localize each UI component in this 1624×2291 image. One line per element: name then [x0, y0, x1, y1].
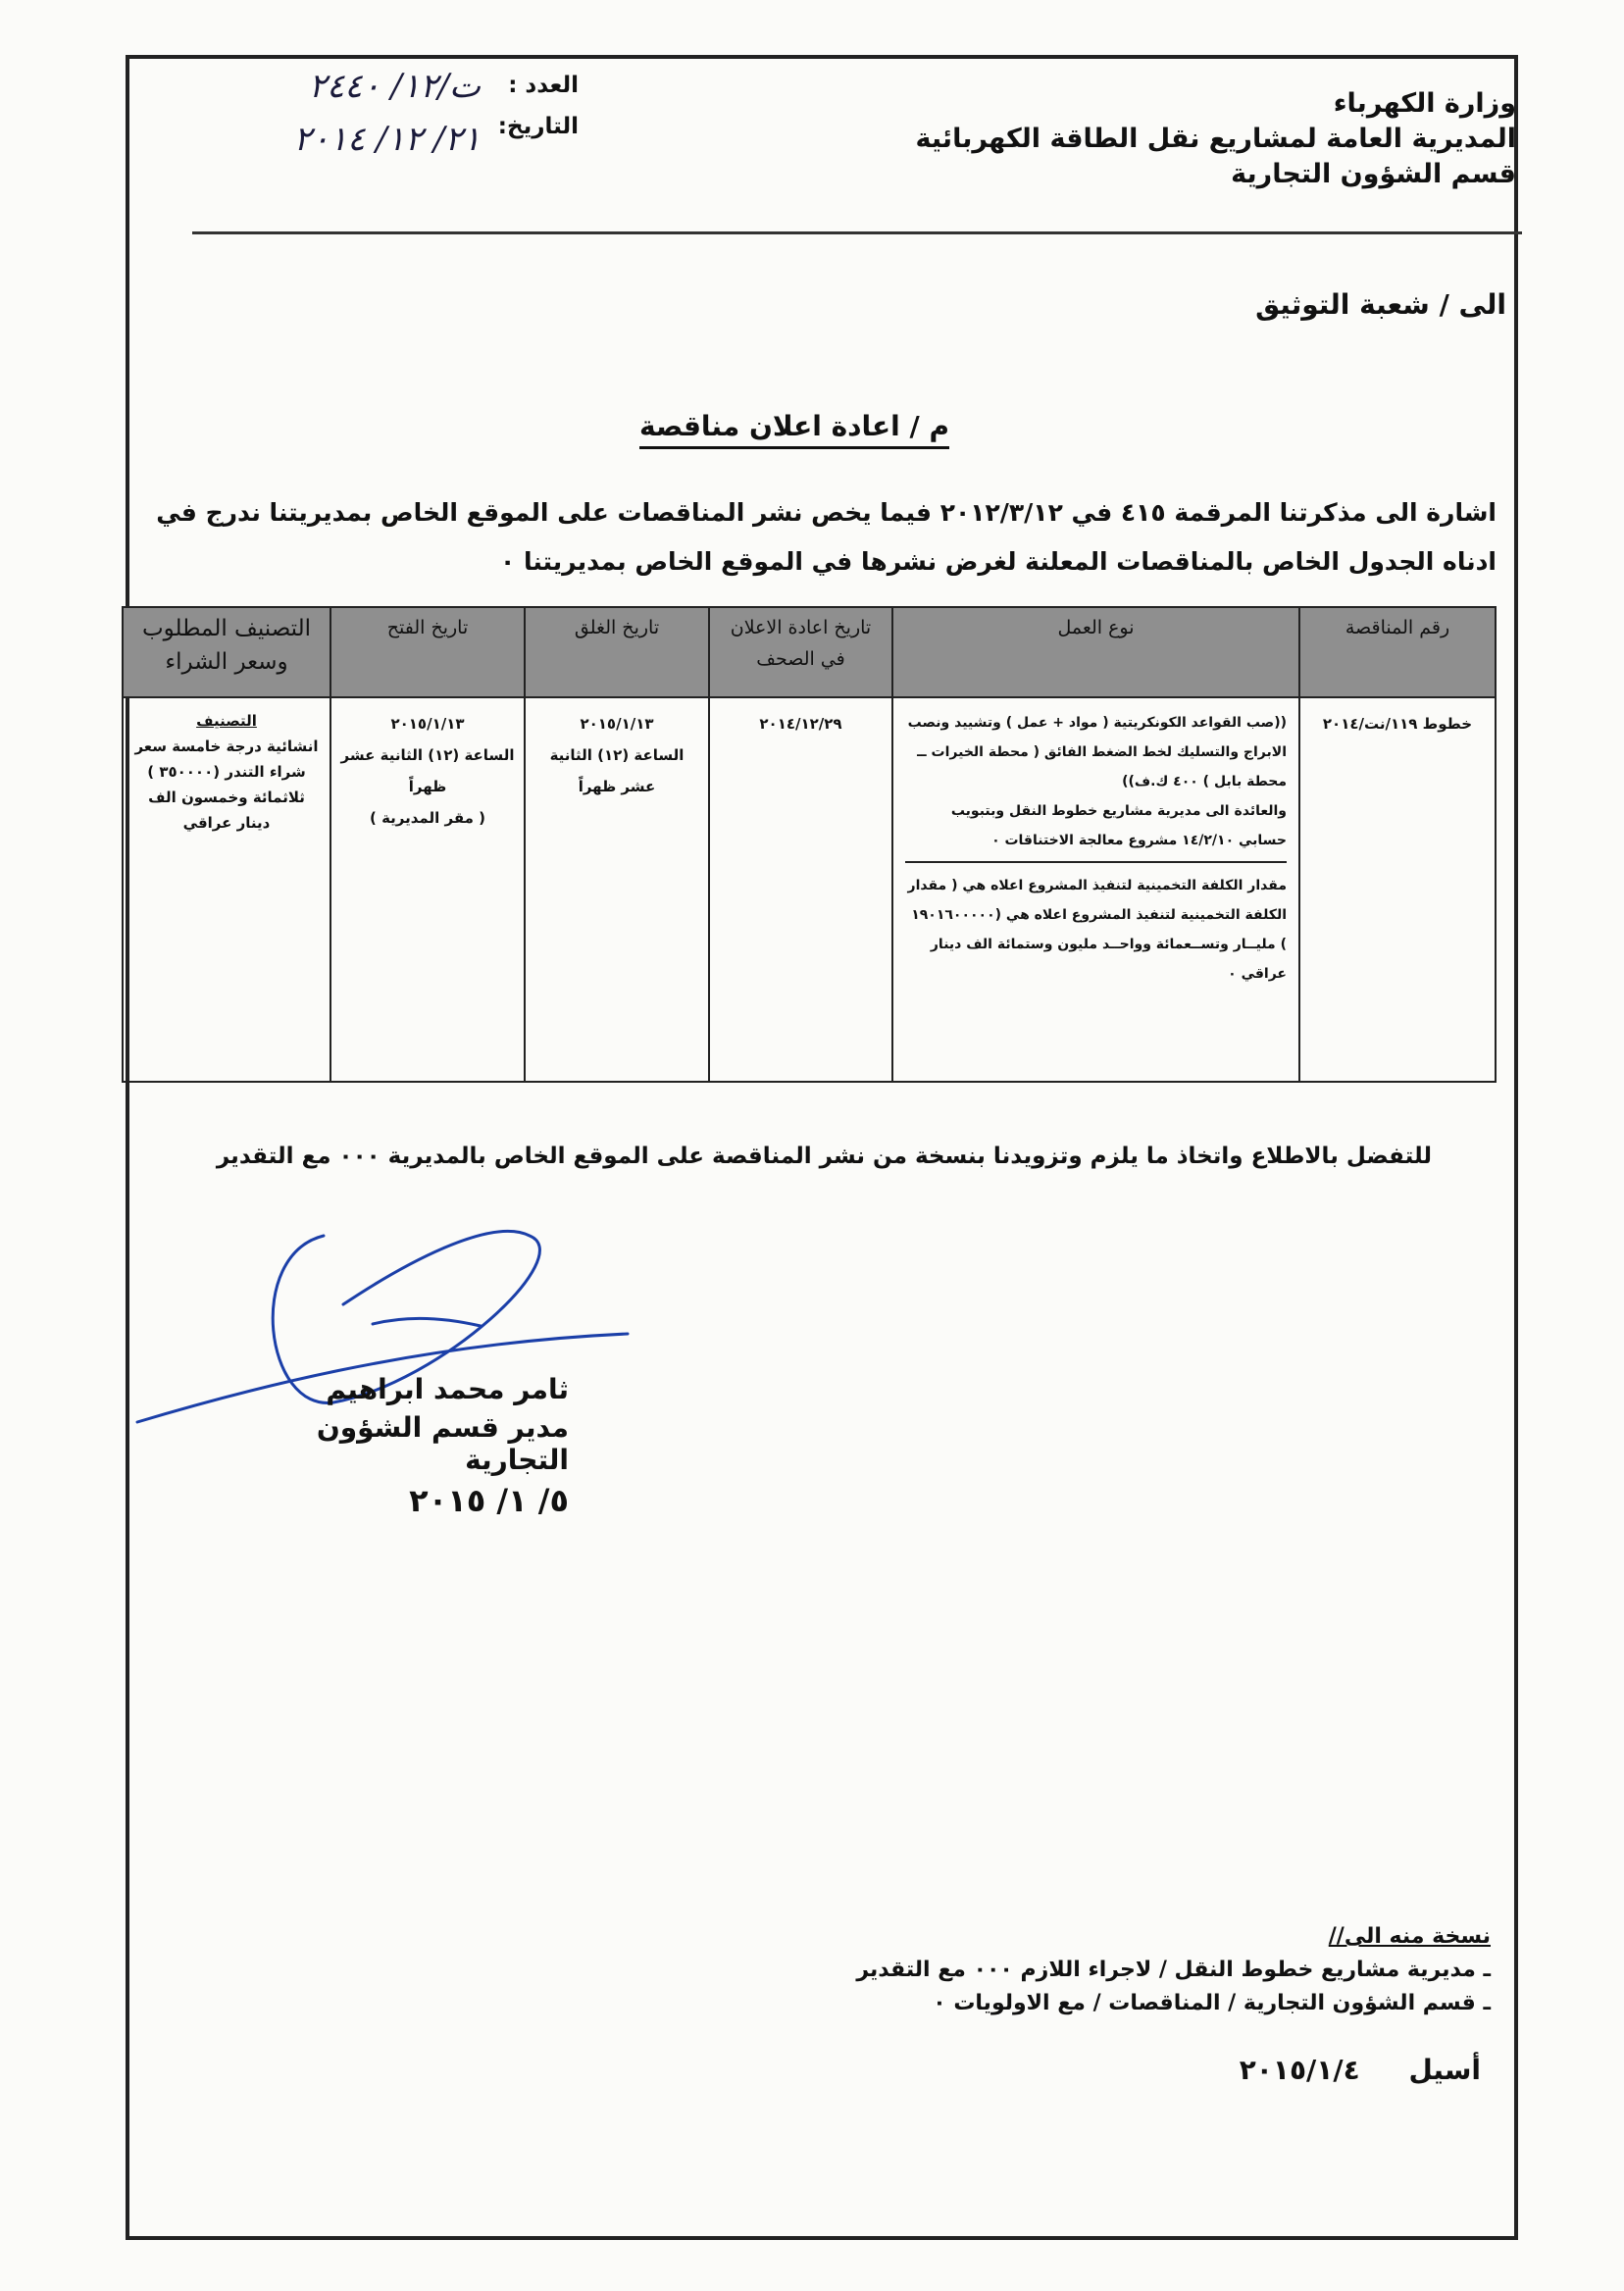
signature-date: ٥/ ١/ ٢٠١٥ [409, 1482, 569, 1519]
signature-block [245, 1373, 569, 1519]
classification-title: التصنيف [196, 712, 257, 730]
date-label: التاريخ: [497, 114, 579, 139]
closing-time: الساعة (١٢) الثانية عشر ظهراً [549, 746, 685, 795]
opening-place: ( مقر المديرية ) [370, 809, 485, 827]
signatory-title: مدير قسم الشؤون التجارية [316, 1411, 569, 1476]
closing-date: ٢٠١٥/١/١٣ [580, 715, 654, 733]
work-description: ((صب القواعد الكونكريتية ( مواد + عمل ) وتشييد ونصب الابراج والتسليك لخط الضغط الفائق ( محطة الخيرات ــ محطة بابل ) ٤٠٠ ك.ف)) [907, 715, 1287, 789]
cell-republish-date: ٢٠١٤/١٢/٢٩ [709, 697, 892, 1082]
directorate-name: المديرية العامة لمشاريع نقل الطاقة الكهربائية [915, 124, 1516, 154]
closing-sentence: للتفضل بالاطلاع واتخاذ ما يلزم وتزويدنا بنسخة من نشر المناقصة على الموقع الخاص بالمديرية ٠٠٠ مع التقدير [216, 1144, 1432, 1169]
cell-classification [123, 697, 330, 1082]
copy-item-1: ـ مديرية مشاريع خطوط النقل / لاجراء اللازم ٠٠٠ مع التقدير [856, 1958, 1491, 1982]
date-value: ٢١/ ١٢/ ٢٠١٤ [293, 120, 481, 159]
body-paragraph: اشارة الى مذكرتنا المرقمة ٤١٥ في ٢٠١٢/٣/١٢ فيما يخص نشر المناقصات على الموقع الخاص بمديريتنا ندرج في ادناه الجدول الخاص بالمناقصات المعلنة لغرض نشرها في الموقع الخاص بمديريتنا ٠ [156, 498, 1497, 576]
signatory-name: ثامر محمد ابراهيم [326, 1373, 569, 1405]
header-work-type: نوع العمل [892, 607, 1299, 697]
header-classification: التصنيف المطلوب وسعر الشراء [123, 607, 330, 697]
subject-text: م / اعادة اعلان مناقصة [639, 410, 949, 449]
header-closing-date: تاريخ الغلق [525, 607, 709, 697]
number-label: العدد : [508, 73, 579, 98]
copy-item-2: ـ قسم الشؤون التجارية / المناقصات / مع الاولويات ٠ [933, 1991, 1491, 2015]
cell-opening-date [330, 697, 525, 1082]
header-divider [192, 231, 1522, 234]
header-opening-date: تاريخ الفتح [330, 607, 525, 697]
classification-text: انشائية درجة خامسة سعر شراء التندر (٣٥٠٠٠٠ ) ثلاثمائة وخمسون الف دينار عراقي [134, 738, 319, 832]
table-row [123, 697, 1496, 1082]
work-budget-line: والعائدة الى مديرية مشاريع خطوط النقل وبتبويب حسابي ١٤/٢/١٠ مشروع معالجة الاختناقات ٠ [950, 803, 1287, 848]
table-header-row [123, 607, 1496, 697]
department-name: قسم الشؤون التجارية [1231, 159, 1516, 189]
footer-date: ٢٠١٥/١/٤ [1239, 2054, 1360, 2086]
cell-work-type [892, 697, 1299, 1082]
subject-line [608, 410, 981, 442]
tenders-table [122, 606, 1497, 1083]
work-estimated-cost: مقدار الكلفة التخمينية لتنفيذ المشروع اعلاه هي ( مقدار الكلفة التخمينية لتنفيذ المشروع اعلاه هي (١٩٠١٦٠٠٠٠٠ ) مليــار وتســعمائة وواحــد مليون وستمائة الف دينار عراقي ٠ [907, 878, 1287, 982]
letterhead [830, 86, 1516, 192]
opening-date: ٢٠١٥/١/١٣ [390, 715, 465, 733]
ministry-name: وزارة الكهرباء [1333, 88, 1516, 119]
reference-block [206, 67, 579, 175]
footer [1128, 2054, 1481, 2086]
copies-heading: نسخة منه الى// [1328, 1924, 1491, 1949]
footer-label: أسيل [1408, 2054, 1481, 2086]
work-divider [905, 861, 1287, 863]
header-republish-date: تاريخ اعادة الاعلان في الصحف [709, 607, 892, 697]
number-value: ت/١٢/ ٢٤٤٠ [308, 67, 481, 106]
opening-time: الساعة (١٢) الثانية عشر ظهراً [340, 746, 515, 795]
cell-closing-date [525, 697, 709, 1082]
header-tender-no: رقم المناقصة [1299, 607, 1496, 697]
addressee: الى / شعبة التوثيق [1255, 288, 1506, 321]
copies-block [785, 1920, 1491, 2020]
cell-tender-no: خطوط ١١٩/نت/٢٠١٤ [1299, 697, 1496, 1082]
